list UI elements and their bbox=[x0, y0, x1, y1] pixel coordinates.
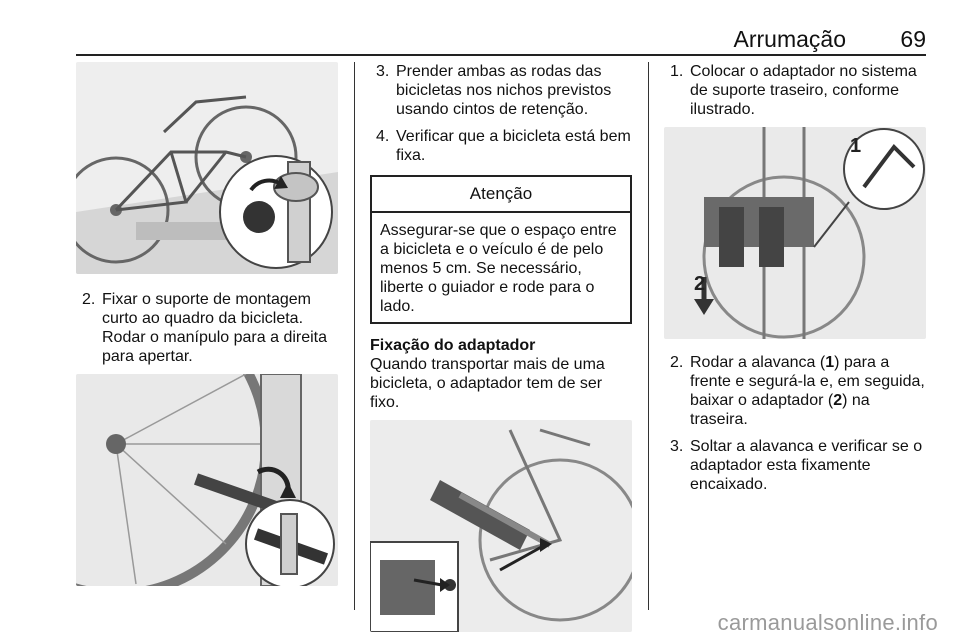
step-text: Prender ambas as rodas das bicicletas nos nichos previstos usando cintos de retenção. bbox=[396, 63, 612, 118]
notice-body: Assegurar-se que o espaço entre a bicicleta e o veículo é de pelo menos 5 cm. Se necessário, liberte o guiador e rode para o lado. bbox=[380, 222, 617, 315]
step-text: Colocar o adaptador no sistema de suporte traseiro, conforme ilustrado. bbox=[690, 63, 917, 118]
column-divider-1 bbox=[354, 62, 355, 610]
list-item bbox=[370, 127, 632, 165]
list-item bbox=[664, 353, 928, 429]
lever-drawing bbox=[664, 127, 926, 339]
step-text-part: ) na traseira. bbox=[690, 392, 870, 428]
figure-label-adapter: 2 bbox=[694, 273, 706, 295]
step-number: 3. bbox=[670, 438, 684, 455]
column-divider-2 bbox=[648, 62, 649, 610]
left-step-list bbox=[76, 290, 338, 366]
step-text: Verificar que a bicicleta está bem fixa. bbox=[396, 128, 631, 164]
step-text: Soltar a alavanca e verificar se o adaptador esta fixamente encaixado. bbox=[690, 438, 923, 493]
header-rule bbox=[76, 54, 926, 56]
step-number: 2. bbox=[82, 291, 96, 308]
strap-illustration bbox=[76, 374, 338, 586]
bike-mount-illustration bbox=[76, 62, 338, 274]
left-column bbox=[76, 62, 338, 586]
list-item bbox=[664, 437, 928, 494]
page-header bbox=[76, 20, 926, 56]
step-number: 1. bbox=[670, 63, 684, 80]
lever-illustration bbox=[664, 127, 926, 339]
notice-title: Atenção bbox=[372, 177, 630, 213]
step-text-part: ) para a frente e segurá-la e, em seguida, baixar o adaptador ( bbox=[690, 354, 925, 409]
middle-step-list bbox=[370, 62, 632, 165]
list-item bbox=[76, 290, 338, 366]
subsection-text: Quando transportar mais de uma bicicleta, o adaptador tem de ser fixo. bbox=[370, 356, 605, 411]
adapter-drawing bbox=[370, 420, 632, 632]
watermark: carmanualsonline.info bbox=[717, 610, 938, 635]
right-step-list-2 bbox=[664, 353, 928, 494]
right-column bbox=[664, 62, 928, 502]
adapter-illustration bbox=[370, 420, 632, 632]
caution-notice bbox=[370, 175, 632, 324]
page-number: 69 bbox=[900, 26, 926, 52]
callout-ref-lever: 1 bbox=[825, 354, 835, 371]
list-item bbox=[664, 62, 928, 119]
step-text bbox=[690, 353, 928, 429]
figure-label-lever: 1 bbox=[850, 135, 862, 157]
step-number: 4. bbox=[376, 128, 390, 145]
step-number: 2. bbox=[670, 354, 684, 371]
middle-column bbox=[370, 62, 632, 632]
list-item bbox=[370, 62, 632, 119]
right-step-list-1 bbox=[664, 62, 928, 119]
subsection-heading: Fixação do adaptador bbox=[370, 337, 536, 354]
bike-mount-drawing bbox=[76, 62, 338, 274]
strap-drawing bbox=[76, 374, 338, 586]
step-text: Fixar o suporte de montagem curto ao quadro da bicicleta. Rodar o manípulo para a direita para apertar. bbox=[102, 291, 328, 365]
section-title: Arrumação bbox=[733, 26, 846, 52]
step-number: 3. bbox=[376, 63, 390, 80]
callout-ref-adapter: 2 bbox=[833, 392, 843, 409]
step-text-part: Rodar a alavanca ( bbox=[690, 354, 826, 371]
